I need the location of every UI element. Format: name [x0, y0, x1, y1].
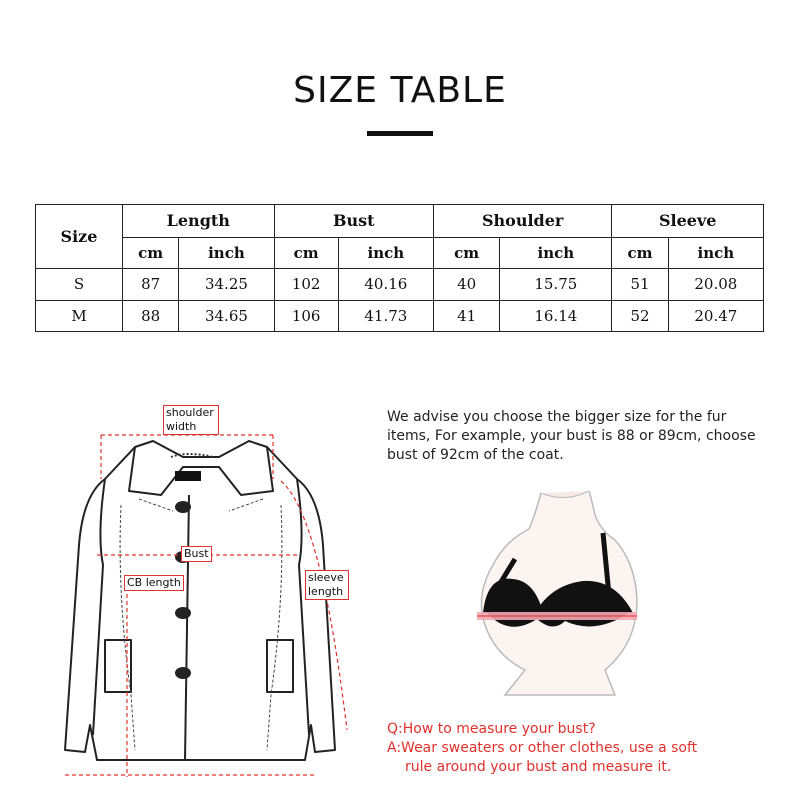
table-cell: 87 — [123, 269, 179, 300]
shoulder-width-text: shoulder width — [166, 406, 214, 433]
unit-header: inch — [179, 237, 274, 268]
title-underline — [367, 131, 433, 136]
group-header-bust: Bust — [274, 205, 433, 238]
table-cell: 20.47 — [668, 300, 763, 331]
sleeve-length-label — [305, 570, 349, 600]
table-cell: 41.73 — [338, 300, 433, 331]
qa-answer-line1: A:Wear sweaters or other clothes, use a soft — [387, 740, 698, 756]
size-cell: S — [36, 269, 123, 300]
sleeve-length-text: sleeve length — [308, 571, 344, 598]
qa-answer-line2: rule around your bust and measure it. — [405, 759, 672, 775]
table-cell: 15.75 — [500, 269, 612, 300]
table-cell: 34.65 — [179, 300, 274, 331]
size-cell: M — [36, 300, 123, 331]
unit-header: cm — [274, 237, 338, 268]
qa-question: Q:How to measure your bust? — [387, 721, 596, 737]
table-cell: 51 — [612, 269, 668, 300]
bust-illustration — [465, 485, 665, 700]
unit-header: cm — [433, 237, 499, 268]
size-table — [35, 204, 764, 332]
table-row — [36, 269, 764, 300]
table-cell: 16.14 — [500, 300, 612, 331]
sizing-advice: We advise you choose the bigger size for the fur items, For example, your bust is 88 or 89cm, choose bust of 92cm of the coat. — [387, 409, 756, 463]
shoulder-width-label — [163, 405, 219, 435]
unit-header: inch — [338, 237, 433, 268]
cb-length-label: CB length — [124, 575, 184, 591]
bust-label: Bust — [181, 546, 212, 562]
table-cell: 40.16 — [338, 269, 433, 300]
unit-header: cm — [123, 237, 179, 268]
table-row — [36, 300, 764, 331]
unit-header: inch — [668, 237, 763, 268]
size-header: Size — [36, 205, 123, 269]
group-header-shoulder: Shoulder — [433, 205, 611, 238]
table-cell: 20.08 — [668, 269, 763, 300]
table-cell: 34.25 — [179, 269, 274, 300]
table-cell: 102 — [274, 269, 338, 300]
group-header-sleeve: Sleeve — [612, 205, 764, 238]
unit-header: inch — [500, 237, 612, 268]
unit-header-row — [36, 237, 764, 268]
measure-qa — [387, 720, 787, 777]
page-title: SIZE TABLE — [293, 70, 507, 111]
table-cell: 41 — [433, 300, 499, 331]
table-cell: 106 — [274, 300, 338, 331]
group-header-length: Length — [123, 205, 275, 238]
table-cell: 52 — [612, 300, 668, 331]
unit-header: cm — [612, 237, 668, 268]
table-cell: 88 — [123, 300, 179, 331]
table-header-row — [36, 205, 764, 238]
table-cell: 40 — [433, 269, 499, 300]
